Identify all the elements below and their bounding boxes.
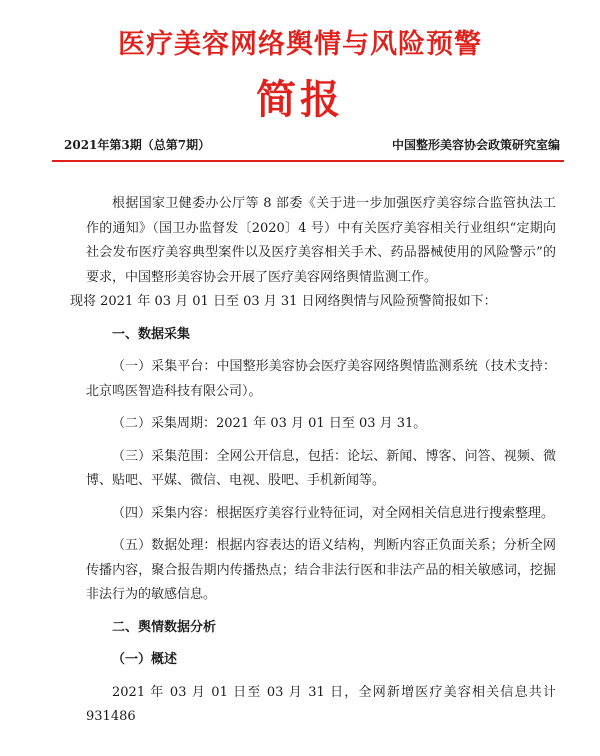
header-divider (52, 160, 564, 162)
section-heading-analysis: 二、舆情数据分析 (112, 619, 217, 635)
collection-item: （二）采集周期：2021 年 03 月 01 日至 03 月 31。 (112, 416, 427, 431)
report-subtitle: 简报 (256, 76, 344, 123)
subsection-heading-overview: （一）概述 (112, 652, 178, 667)
report-title: 医疗美容网络舆情与风险预警 (118, 29, 482, 60)
section-heading-data-collection: 一、数据采集 (112, 326, 191, 342)
issue-row (64, 135, 560, 155)
report-body (70, 192, 556, 730)
issue-number: 2021年第3期（总第7期） (64, 138, 211, 152)
overview-paragraph: 2021 年 03 月 01 日至 03 月 31 日，全网新增医疗美容相关信息共计 931486 (86, 684, 556, 724)
collection-item: （四）采集内容：根据医疗美容行业特征词，对全网相关信息进行搜索整理。 (112, 505, 555, 521)
intro-tail: 现将 2021 年 03 月 01 日至 03 月 31 日网络舆情与风险预警简报如下： (70, 294, 497, 309)
publisher: 中国整形美容协会政策研究室编 (391, 138, 560, 152)
collection-item: （三）采集范围：全网公开信息，包括：论坛、新闻、博客、问答、视频、微博、贴吧、平媒、微信、电视、股吧、手机新闻等。 (86, 448, 556, 488)
collection-item: （五）数据处理：根据内容表达的语义结构，判断内容正负面关系；分析全网传播内容，聚合报告期内传播热点；结合非法行医和非法产品的相关敏感词，挖掘非法行为的敏感信息。 (86, 538, 556, 602)
collection-item: （一）采集平台：中国整形美容协会医疗美容网络舆情监测系统（技术支持：北京鸣医智造科技有限公司）。 (86, 359, 556, 399)
intro-paragraph: 根据国家卫健委办公厅等 8 部委《关于进一步加强医疗美容综合监管执法工作的通知》（国卫办监督发〔2020〕4 号）中有关医疗美容相关行业组织“定期向社会发布医疗美容典型案件以及医疗美容相关手术、药品器械使用的风险警示”的要求，中国整形美容协会开展了医疗美容网络舆情监测工作。 (86, 196, 556, 285)
